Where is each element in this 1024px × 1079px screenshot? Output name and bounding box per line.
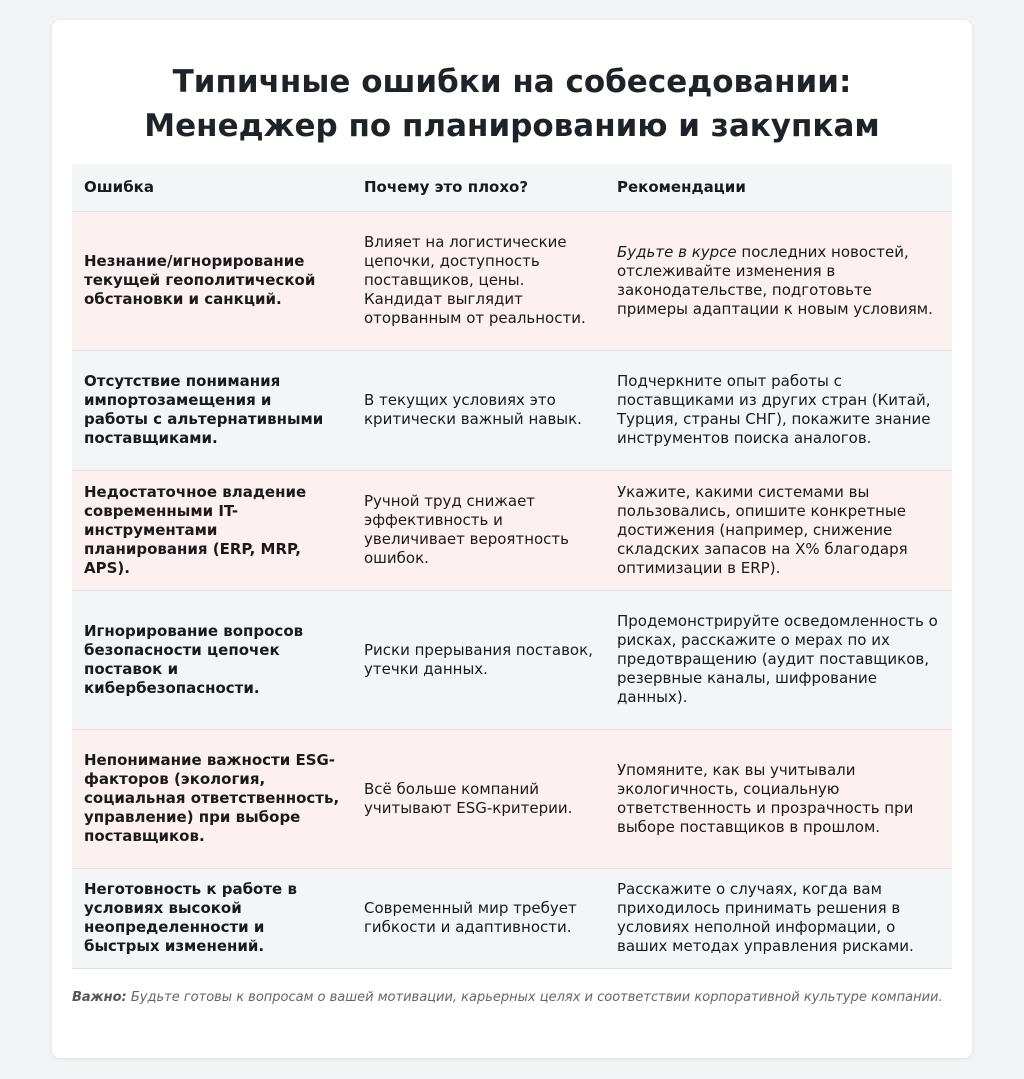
note-text: Будьте готовы к вопросам о вашей мотивации, карьерных целях и соответствии корпоративной культуре компании. xyxy=(126,989,943,1005)
table-row xyxy=(72,590,952,729)
content-card xyxy=(52,20,972,1058)
header-why: Почему это плохо? xyxy=(352,164,605,211)
recommendation-cell: Расскажите о случаях, когда вам приходилось принимать решения в условиях неполной информации, о ваших методах управления рисками. xyxy=(605,868,952,968)
error-cell: Игнорирование вопросов безопасности цепочек поставок и кибербезопасности. xyxy=(72,590,352,729)
error-cell: Неготовность к работе в условиях высокой неопределенности и быстрых изменений. xyxy=(72,868,352,968)
why-cell: Риски прерывания поставок, утечки данных. xyxy=(352,590,605,729)
mistakes-table xyxy=(72,164,952,969)
table-row xyxy=(72,350,952,470)
header-error: Ошибка xyxy=(72,164,352,211)
recommendation-emphasis: Будьте в курсе xyxy=(617,242,737,261)
table-row xyxy=(72,868,952,968)
table-header-row xyxy=(72,164,952,211)
recommendation-cell: Подчеркните опыт работы с поставщиками из других стран (Китай, Турция, страны СНГ), покажите знание инструментов поиска аналогов. xyxy=(605,350,952,470)
important-note xyxy=(72,989,952,1006)
why-cell: Всё больше компаний учитывают ESG-критерии. xyxy=(352,729,605,868)
why-cell: В текущих условиях это критически важный навык. xyxy=(352,350,605,470)
error-cell: Непонимание важности ESG-факторов (экология, социальная ответственность, управление) при выборе поставщиков. xyxy=(72,729,352,868)
error-cell: Недостаточное владение современными IT-инструментами планирования (ERP, MRP, APS). xyxy=(72,470,352,590)
recommendation-cell: Упомяните, как вы учитывали экологичность, социальную ответственность и прозрачность при выборе поставщиков в прошлом. xyxy=(605,729,952,868)
note-label: Важно: xyxy=(72,989,127,1005)
error-cell: Незнание/игнорирование текущей геополитической обстановки и санкций. xyxy=(72,211,352,350)
recommendation-text: последних новостей, отслеживайте изменения в законодательстве, подготовьте примеры адаптации к новым условиям. xyxy=(617,242,933,318)
why-cell: Влияет на логистические цепочки, доступность поставщиков, цены. Кандидат выглядит оторванным от реальности. xyxy=(352,211,605,350)
recommendation-cell xyxy=(605,211,952,350)
error-cell: Отсутствие понимания импортозамещения и работы с альтернативными поставщиками. xyxy=(72,350,352,470)
title-line-2: Менеджер по планированию и закупкам xyxy=(144,108,880,144)
page-title xyxy=(72,60,952,148)
why-cell: Современный мир требует гибкости и адаптивности. xyxy=(352,868,605,968)
recommendation-cell: Продемонстрируйте осведомленность о рисках, расскажите о мерах по их предотвращению (аудит поставщиков, резервные каналы, шифрование данных). xyxy=(605,590,952,729)
table-row xyxy=(72,470,952,590)
title-line-1: Типичные ошибки на собеседовании: xyxy=(172,64,852,100)
recommendation-cell: Укажите, какими системами вы пользовались, опишите конкретные достижения (например, снижение складских запасов на X% благодаря оптимизации в ERP). xyxy=(605,470,952,590)
table-row xyxy=(72,729,952,868)
why-cell: Ручной труд снижает эффективность и увеличивает вероятность ошибок. xyxy=(352,470,605,590)
table-row xyxy=(72,211,952,350)
header-recommendations: Рекомендации xyxy=(605,164,952,211)
